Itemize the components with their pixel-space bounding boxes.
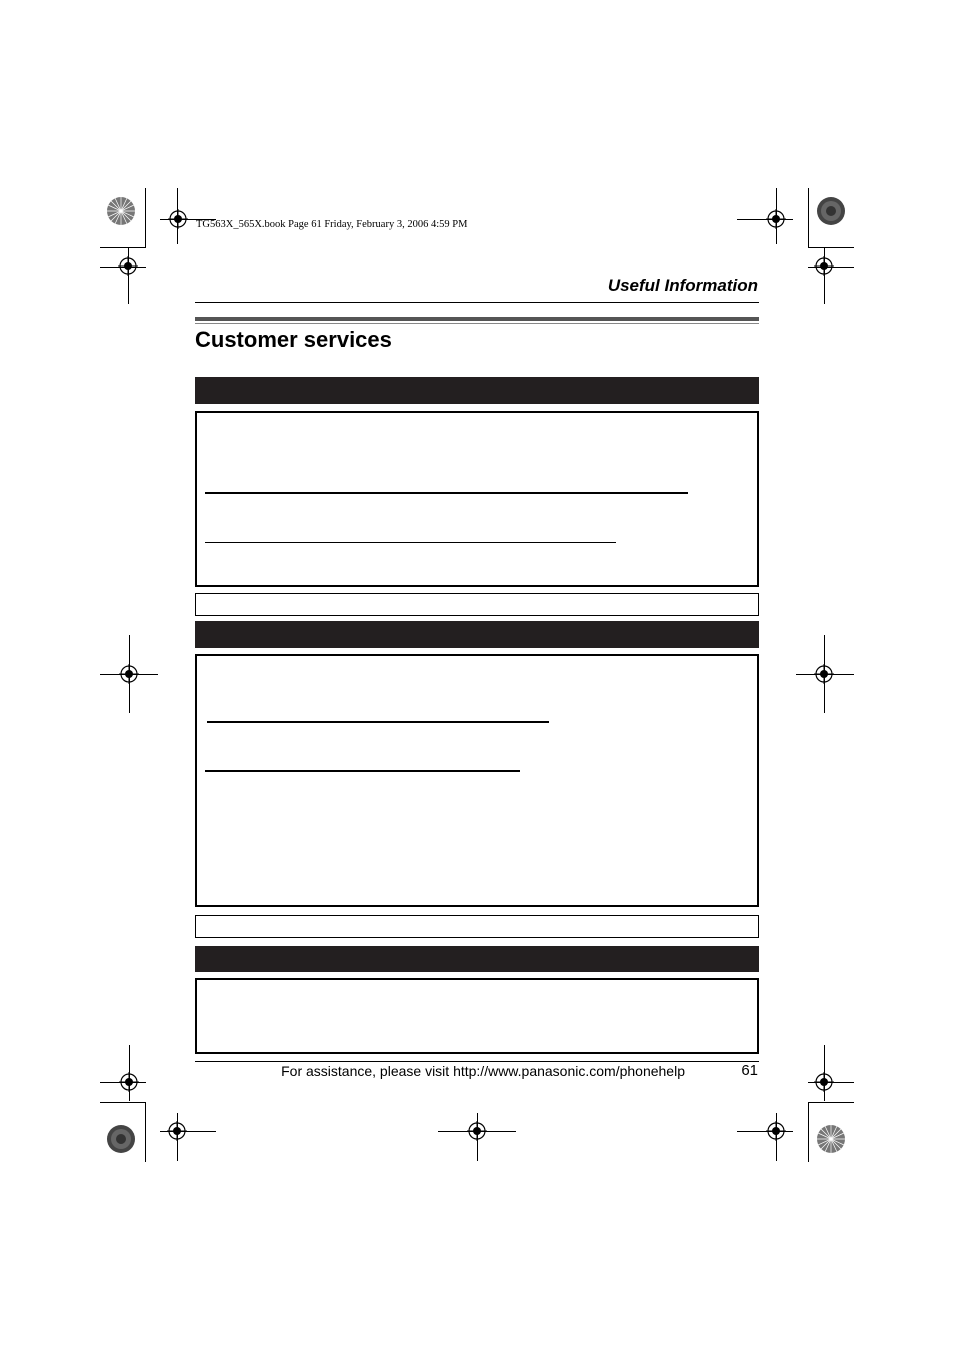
registration-target-icon xyxy=(167,1121,187,1141)
content-box xyxy=(195,978,759,1054)
note-box xyxy=(195,915,759,938)
footer-rule xyxy=(195,1061,759,1062)
section-bar xyxy=(195,946,759,972)
section-bar xyxy=(195,377,759,404)
registration-target-icon xyxy=(119,1072,139,1092)
note-box xyxy=(195,593,759,616)
underline xyxy=(205,492,688,494)
section-label: Useful Information xyxy=(607,276,758,295)
registration-target-icon xyxy=(118,256,138,276)
color-burst-icon xyxy=(106,1124,136,1154)
underline xyxy=(207,721,549,723)
title-rule-thin xyxy=(195,323,759,324)
registration-target-icon xyxy=(766,209,786,229)
registration-target-icon xyxy=(766,1121,786,1141)
underline xyxy=(205,542,616,543)
registration-target-icon xyxy=(814,1072,834,1092)
page-number: 61 xyxy=(741,1062,758,1079)
title-rule xyxy=(195,317,759,321)
color-burst-icon xyxy=(816,1124,846,1154)
assistance-text: For assistance, please visit http://www.panasonic.com/phonehelp xyxy=(281,1063,685,1079)
header-rule xyxy=(195,302,759,303)
color-burst-icon xyxy=(816,196,846,226)
registration-target-icon xyxy=(814,664,834,684)
content-box xyxy=(195,411,759,587)
section-bar xyxy=(195,621,759,648)
registration-target-icon xyxy=(814,256,834,276)
book-meta: TG563X_565X.book Page 61 Friday, February 3, 2006 4:59 PM xyxy=(196,219,468,230)
content-box xyxy=(195,654,759,907)
color-burst-icon xyxy=(106,196,136,226)
registration-target-icon xyxy=(168,209,188,229)
underline xyxy=(205,770,520,772)
registration-target-icon xyxy=(467,1121,487,1141)
registration-target-icon xyxy=(119,664,139,684)
page-title: Customer services xyxy=(195,327,392,352)
